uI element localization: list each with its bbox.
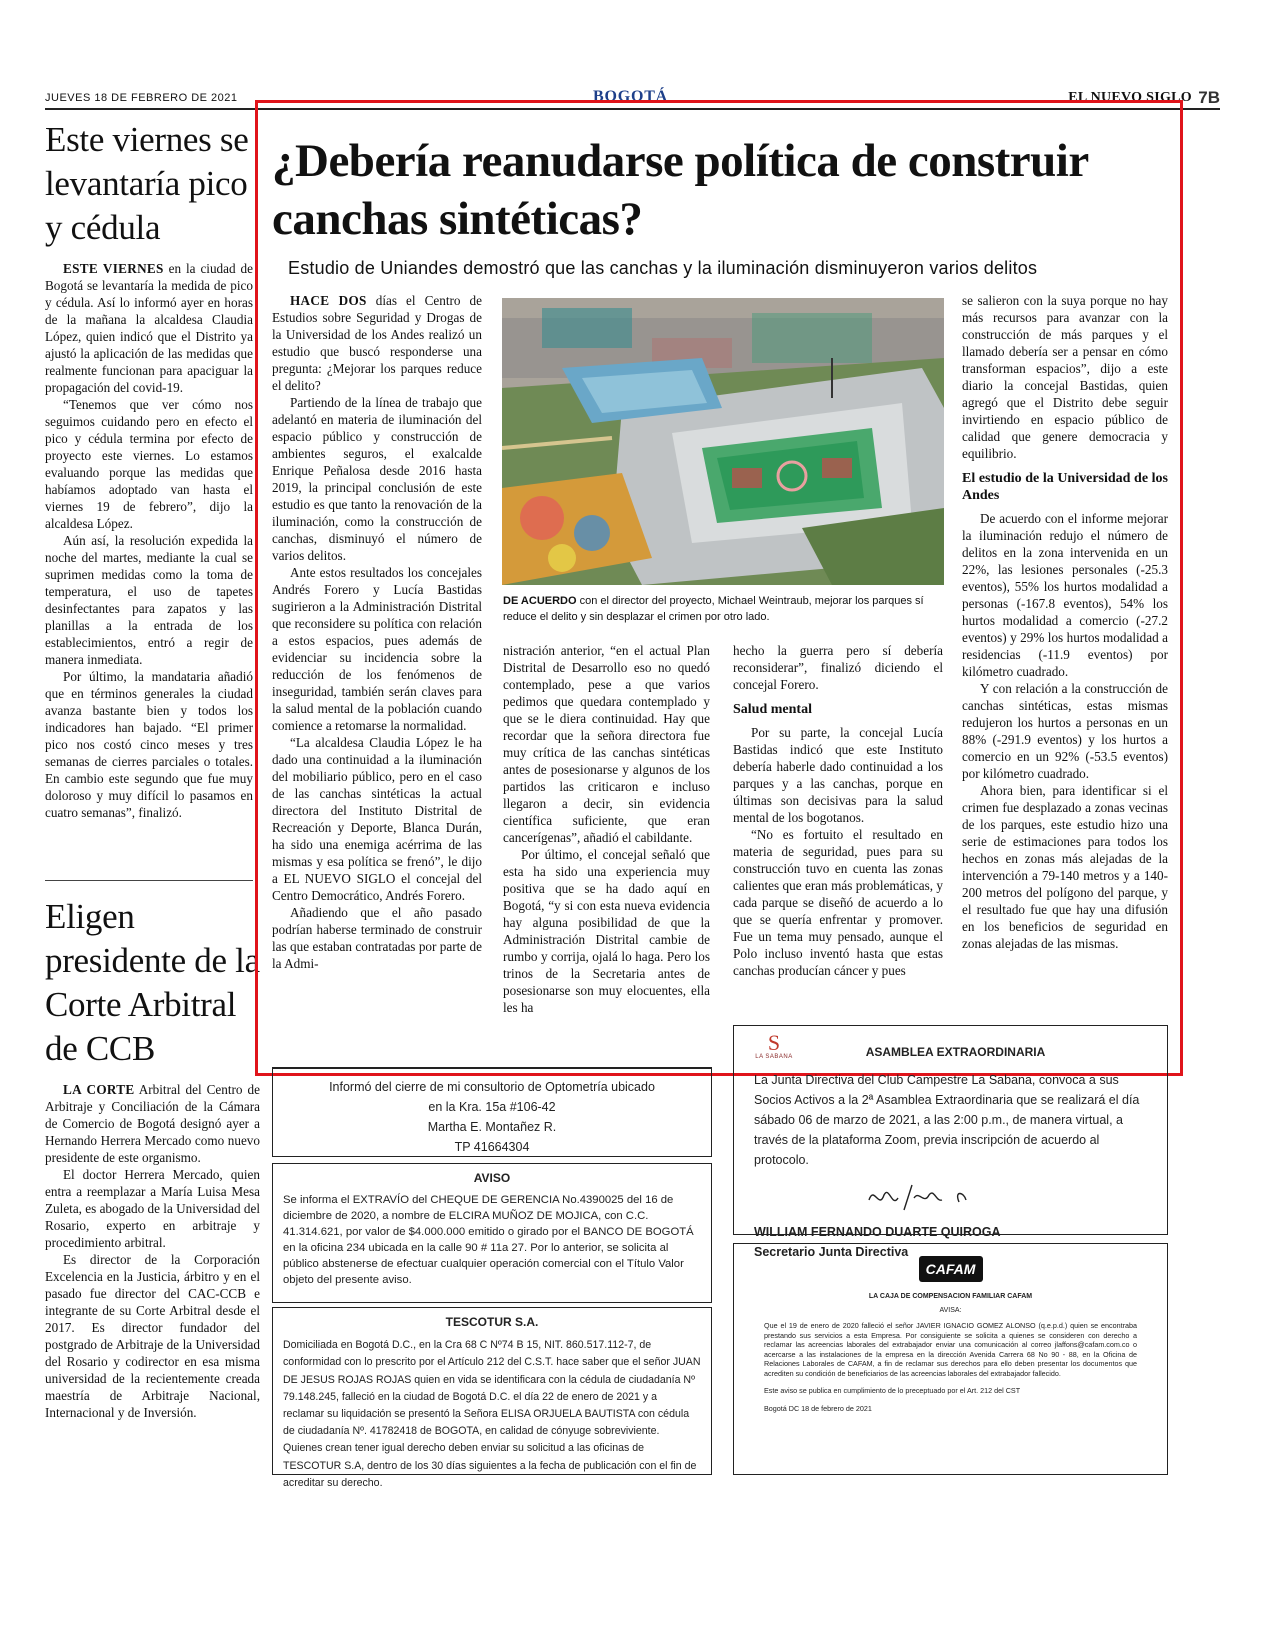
main-subhead: Estudio de Uniandes demostró que las canchas y la iluminación disminuyeron varios delitos xyxy=(288,258,1038,278)
story-body xyxy=(45,1081,260,1421)
article-column-4 xyxy=(962,292,1168,952)
article-paragraph: HACE DOS días el Centro de Estudios sobre Seguridad y Drogas de la Universidad de los Andes realizó un estudio que buscó responderse una pregunta: ¿Mejorar los parques reduce el delito? xyxy=(272,293,482,393)
story-body xyxy=(45,260,253,821)
ad-optometria: Informó del cierre de mi consultorio de Optometría ubicado en la Kra. 15a #106-42 Martha E. Montañez R. TP 41664304 xyxy=(272,1067,712,1157)
park-aerial-photo xyxy=(502,298,944,585)
ad-aviso-cheque xyxy=(272,1163,712,1303)
article-paragraph: hecho la guerra pero sí debería reconsiderar”, finalizó diciendo el concejal Forero. xyxy=(733,643,943,692)
story-title: Eligen presidente de la Corte Arbitral de CCB xyxy=(45,897,260,1068)
issue-date: JUEVES 18 DE FEBRERO DE 2021 xyxy=(45,92,238,104)
club-logo: S LA SABANA xyxy=(755,1030,793,1060)
story-paragraph: Aún así, la resolución expedida la noche del martes, mediante la cual se suprimen medidas como la toma de temperatura, el uso de tapetes desinfectantes para zapatos y las planillas a la entrada de los establecimientos, entró a regir de manera inmediata. xyxy=(45,533,253,667)
ad-date: Bogotá DC 18 de febrero de 2021 xyxy=(764,1403,872,1413)
story-pico-y-cedula xyxy=(45,118,253,821)
article-column-3 xyxy=(733,642,943,979)
article-paragraph: Por su parte, la concejal Lucía Bastidas indicó que este Instituto debería haberle dado continuidad a los parques y a las canchas, porque en últimas son decisivas para la salud mental de los bogotanos. xyxy=(733,725,943,825)
ad-tescotur xyxy=(272,1307,712,1489)
ad-text: La Junta Directiva del Club Campestre La Sabana, convoca a sus Socios Activos a la 2ª Asamblea Extraordinaria que se realizará el día sábado 06 de marzo de 2021, a las 2:00 p.m., de manera virtual, a través de la plataforma Zoom, previa inscripción de acuerdo al protocolo. xyxy=(754,1073,1140,1167)
ad-title: TESCOTUR S.A. xyxy=(445,1315,539,1329)
ad-title: LA CAJA DE COMPENSACION FAMILIAR CAFAM xyxy=(868,1293,1033,1300)
story-paragraph: LA CORTE Arbitral del Centro de Arbitraje y Conciliación de la Cámara de Comercio de Bogotá designó ayer a Hernando Herrera Mercado como nuevo presidente de este organismo. xyxy=(45,1082,260,1165)
ad-text: Se informa el EXTRAVÍO del CHEQUE DE GERENCIA No.4390025 del 16 de diciembre de 2020, a nombre de ELCIRA MUÑOZ DE MOJICA, con C.C. 41.314.621, por valor de $4.000.000 emitido o girado por el BANCO DE BOGOTÁ en la oficina 234 ubicada en la calle 90 # 11a 27. Por lo anterior, se solicita al público abstenerse de efectuar cualquier operación comercial con el Título Valor objeto del presente aviso. xyxy=(283,1194,694,1286)
article-paragraph: se salieron con la suya porque no hay más recursos para avanzar con la construcción de más parques y el llamado debería ser a pensar en cómo transforman espacios”, dijo a este diario la concejal Bastidas, quien agregó que el Distrito debe seguir invirtiendo en espacio público de calidad que genere democracia y equilibrio. xyxy=(962,293,1168,461)
article-paragraph: Ante estos resultados los concejales Andrés Forero y Lucía Bastidas sugirieron a la Administración Distrital que reconsidere su política con relación a estos espacios, pues además de evidenciar su incidencia sobre la reducción de los fenómenos de inseguridad, también serán claves para la salud mental de la población cuando comience a retomarse la normalidad. xyxy=(272,565,482,733)
ad-cafam xyxy=(733,1243,1168,1475)
ad-asamblea xyxy=(733,1025,1168,1259)
article-paragraph: Por último, el concejal señaló que esta ha sido una experiencia muy positiva que se ha dado aquí en Bogotá, “y si con esta nueva evidencia hay alguna posibilidad de que la Administración Distrital cambie de rumbo y corrija, ojalá lo haga. Pero los trinos de la Secretaria antes de posesionarse son muy elocuentes, ella les ha xyxy=(503,847,710,1015)
article-column-1 xyxy=(272,292,482,972)
signer-role: Secretario Junta Directiva xyxy=(754,1245,909,1259)
story-paragraph: ESTE VIERNES en la ciudad de Bogotá se levantaría la medida de pico y cédula. Así lo informó ayer en horas de la mañana la alcaldesa Claudia López, quien indicó que el Distrito ya ajustó la aplicación de las medidas que realmente funcionan para apaciguar la propagación del covid-19. xyxy=(45,261,253,395)
story-paragraph: El doctor Herrera Mercado, quien entra a reemplazar a María Luisa Mesa Zuleta, es abogado de la Universidad del Rosario, experto en arbitraje y procedimiento arbitral. xyxy=(45,1167,260,1250)
signer-name: WILLIAM FERNANDO DUARTE QUIROGA xyxy=(754,1225,1001,1239)
article-column-2 xyxy=(503,642,710,1016)
ad-subtitle: AVISA: xyxy=(939,1306,962,1314)
article-paragraph: “La alcaldesa Claudia López le ha dado una continuidad a la iluminación del mobiliario público, pero en el caso de las canchas sintéticas la actual directora del Instituto Distrital de Recreación y Deporte, Blanca Durán, ha sido una enemiga acérrima de las mismas y esa política se frenó”, le dijo a EL NUEVO SIGLO el concejal del Centro Democrático, Andrés Forero. xyxy=(272,735,482,903)
page-header xyxy=(45,90,1220,110)
page-number: 7B xyxy=(1198,88,1220,107)
caption-lead: DE ACUERDO xyxy=(503,595,577,607)
lead-words: HACE DOS xyxy=(290,293,367,308)
ad-note: Este aviso se publica en cumplimiento de lo preceptuado por el Art. 212 del CST xyxy=(764,1386,1021,1395)
lead-words: LA CORTE xyxy=(63,1082,135,1097)
article-paragraph: “No es fortuito el resultado en materia de seguridad, pues para su construcción tuvo en cuenta las zonas calientes que eran más problemáticas, y cada parque se diseñó de acuerdo a lo que se quería enfrentar y promover. Fue un tema muy pensado, aunque el Polo incluso inventó hasta que estas canchas producían cáncer y pues xyxy=(733,827,943,978)
story-corte-arbitral xyxy=(45,895,260,1421)
story-paragraph: Es director de la Corporación Excelencia en la Justicia, árbitro y en el pasado fue director del CAC-CCB e integrante de su Corte Arbitral desde el 2017. Es director fundador del postgrado de Arbitraje de la Universidad del Rosario y codirector en esa misma universidad de la recientemente creada maestría de Arbitraje Nacional, Internacional y de Inversión. xyxy=(45,1252,260,1420)
newspaper-name: EL NUEVO SIGLO xyxy=(1068,90,1192,105)
ad-title: ASAMBLEA EXTRAORDINARIA xyxy=(865,1045,1046,1059)
article-paragraph: Partiendo de la línea de trabajo que adelantó en materia de iluminación del espacio público y construcción de ambientes seguros, el exalcalde Enrique Peñalosa desde 2016 hasta 2019, la principal conclusión de este estudio es que tanto la renovación de la iluminación, como la construcción de canchas, disminuyó el número de varios delitos. xyxy=(272,395,482,563)
section-name: BOGOTÁ xyxy=(593,88,669,105)
main-headline: ¿Debería reanudarse política de construir canchas sintéticas? xyxy=(272,135,1088,245)
signature xyxy=(864,1180,984,1216)
column-divider xyxy=(45,880,253,881)
cafam-logo: CAFAM xyxy=(919,1256,983,1282)
story-paragraph: Por último, la mandataria añadió que en términos generales la ciudad avanza bastante bien y todos los indicadores han bajado. “El primer pico nos costó cinco meses y tres semanas de cierres parciales o totales. En cambio este segundo que fue muy doloroso y muy difícil lo pasamos en cuatro semanas”, finalizó. xyxy=(45,669,253,820)
lead-words: ESTE VIERNES xyxy=(63,261,164,276)
ad-text: Domiciliada en Bogotá D.C., en la Cra 68 C Nº74 B 15, NIT. 860.517.112-7, de conformidad con lo prescrito por el Artículo 212 del C.S.T. hace saber que el señor JUAN DE JESUS ROJAS ROJAS quien en vida se identificara con la cédula de ciudadanía Nº 79.148.245, falleció en la ciudad de Bogotá D.C. el día 22 de enero de 2021 y a reclamar su liquidación se presentó la Señora ELISA ORJUELA BAUTISTA con cédula de ciudadanía Nº. 41782418 de BOGOTA, en calidad de cónyuge sobreviviente. Quienes crean tener igual derecho deben enviar su solicitud a las oficinas de TESCOTUR S.A, dentro de los 30 días siguientes a la fecha de publicación con el fin de acreditar su derecho. xyxy=(283,1339,701,1489)
article-paragraph: Añadiendo que el año pasado podrían haberse terminado de construir las que estaban contratadas por parte de la Admi- xyxy=(272,905,482,971)
article-paragraph: Y con relación a la construcción de canchas sintéticas, estas mismas redujeron los hurtos a personas en un 88% (-291.9 eventos) y los hurtos a comercio en un 92% (-53.5 eventos) por kilómetro cuadrado. xyxy=(962,681,1168,781)
subtitle-estudio-uniandes: El estudio de la Universidad de los Andes xyxy=(962,471,1168,503)
ad-title: AVISO xyxy=(473,1171,511,1185)
article-paragraph: nistración anterior, “en el actual Plan Distrital de Desarrollo eso no quedó contemplado, pese a que varios pedimos que quedara contemplado y que se le diera continuidad. Hay que recordar que la señora directora fue muy crítica de las canchas sintéticas antes de posesionarse y algunos de los partidos las criticaron e incluso llegaron a decir, sin evidencia científica suficiente, que eran cancerígenas”, añadió el cabildante. xyxy=(503,643,710,845)
ad-text: Que el 19 de enero de 2020 falleció el señor JAVIER IGNACIO GOMEZ ALONSO (q.e.p.d.) quien se encontraba prestando sus servicios a esta Empresa. Por consiguiente se solicita a quienes se consideren con derecho a reclamar las acreencias laborales del extrabajador enviar una comunicación al correo jlaffons@cafam.com.co o acercarse a las instalaciones de la empresa en la dirección Avenida Carrera 68 No 90 - 88, en la Oficina de Relaciones Laborales de CAFAM, a fin de reclamar sus derechos para ello deben presentar los documentos que acrediten su condición de beneficiarios de las acreencias laborales del extrabajador fallecido. xyxy=(764,1321,1137,1378)
subtitle-salud-mental: Salud mental xyxy=(733,702,812,717)
story-paragraph: “Tenemos que ver cómo nos seguimos cuidando pero en efecto el pico y cédula termina por efecto de proyecto este viernes. Lo estamos evaluando porque las medidas que habíamos adoptado van hasta el viernes 19 de febrero”, dijo la alcaldesa López. xyxy=(45,397,253,531)
story-title: Este viernes se levantaría pico y cédula xyxy=(45,120,249,247)
article-paragraph: De acuerdo con el informe mejorar la iluminación redujo el número de delitos en la zona intervenida en un 22%, las lesiones personales (-25.3 eventos), 55% los hurtos modalidad a personas (-167.8 eventos), 54% los hurtos modalidad a comercio (-27.2 eventos) y 29% los hurtos modalidad a residencias (-11.9 eventos) por kilómetro cuadrado. xyxy=(962,511,1168,679)
article-paragraph: Ahora bien, para identificar si el crimen fue desplazado a zonas vecinas de los parques, este estudio hizo una serie de estimaciones para todos los hechos en zonas más alejadas de la intervención a 79-140 metros y a 140-200 metros del polígono del parque, y el resultado fue que hay una difusión en los beneficios de seguridad en zonas alejadas de las mismas. xyxy=(962,783,1168,951)
photo-caption: DE ACUERDO con el director del proyecto, Michael Weintraub, mejorar los parques sí reduce el delito y sin desplazar el crimen por otro lado. xyxy=(503,595,924,623)
